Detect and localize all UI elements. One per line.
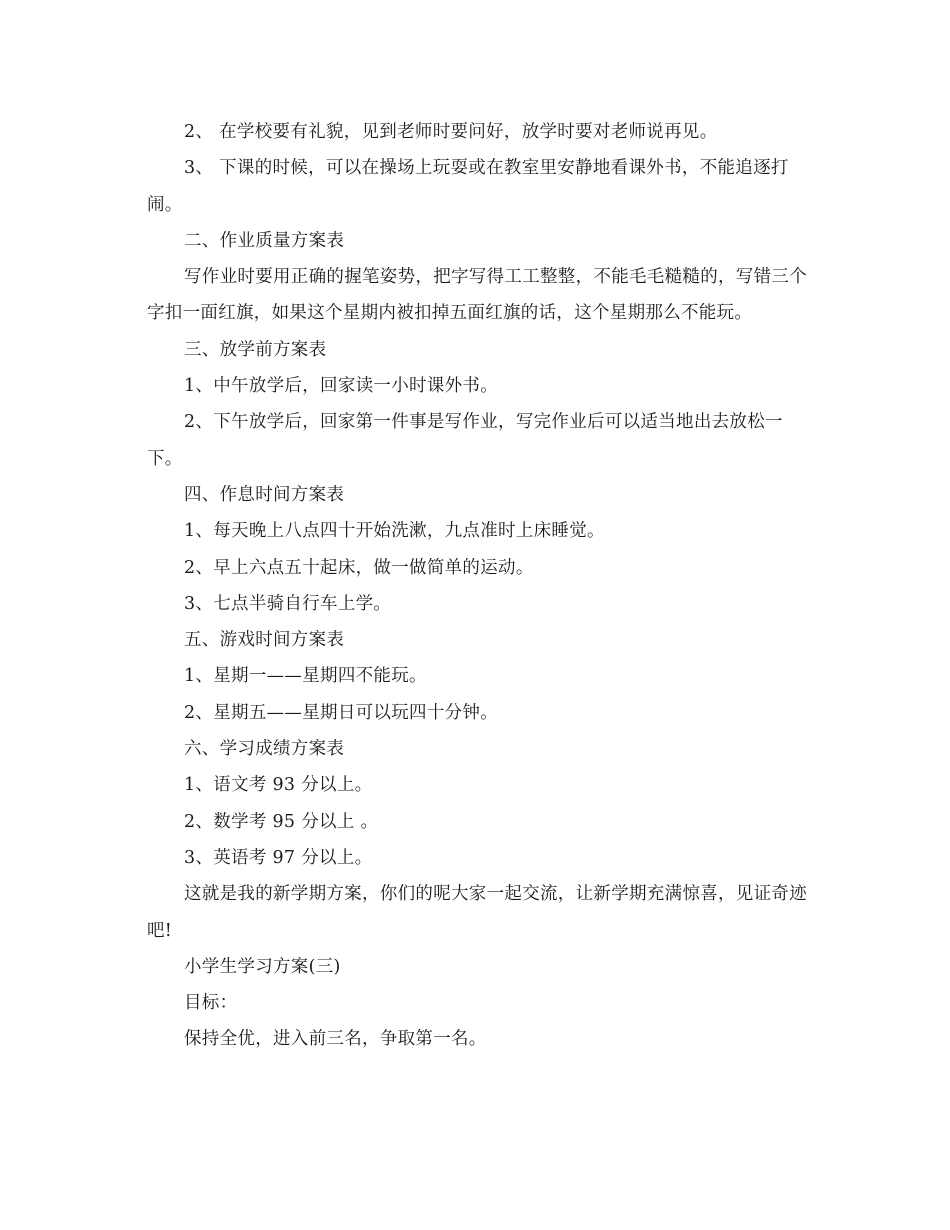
paragraph-weekday-games: 1、星期一——星期四不能玩。 xyxy=(184,666,427,687)
section-heading-grades: 六、学习成绩方案表 xyxy=(184,739,345,760)
paragraph-goal: 保持全优，进入前三名，争取第一名。 xyxy=(184,1029,487,1050)
paragraph-noon: 1、中午放学后，回家读一小时课外书。 xyxy=(184,376,499,397)
section-title-plan-three: 小学生学习方案(三) xyxy=(184,956,341,977)
section-heading-after-school: 三、放学前方案表 xyxy=(184,339,327,360)
label-goal: 目标： xyxy=(184,993,238,1014)
document-body xyxy=(147,114,807,1058)
paragraph-bedtime: 1、每天晚上八点四十开始洗漱，九点准时上床睡觉。 xyxy=(184,521,605,542)
paragraph-homework: 写作业时要用正确的握笔姿势，把字写得工工整整，不能毛毛糙糙的，写错三个字扣一面红旗，如果这个星期内被扣掉五面红旗的话，这个星期那么不能玩。 xyxy=(147,267,807,324)
paragraph-rule-3: 3、 下课的时候，可以在操场上玩耍或在教室里安静地看课外书，不能追逐打闹。 xyxy=(147,158,789,215)
paragraph-afternoon: 2、下午放学后，回家第一件事是写作业，写完作业后可以适当地出去放松一下。 xyxy=(147,412,783,469)
paragraph-rule-2: 2、 在学校要有礼貌，见到老师时要问好，放学时要对老师说再见。 xyxy=(184,122,718,142)
paragraph-english-score: 3、英语考 97 分以上。 xyxy=(184,847,373,868)
paragraph-weekend-games: 2、星期五——星期日可以玩四十分钟。 xyxy=(184,702,499,723)
paragraph-conclusion: 这就是我的新学期方案，你们的呢大家一起交流，让新学期充满惊喜，见证奇迹吧! xyxy=(147,884,807,941)
paragraph-chinese-score: 1、语文考 93 分以上。 xyxy=(184,775,373,796)
section-heading-games: 五、游戏时间方案表 xyxy=(184,630,345,651)
section-heading-schedule: 四、作息时间方案表 xyxy=(184,484,345,505)
section-heading-homework: 二、作业质量方案表 xyxy=(184,230,345,251)
paragraph-commute: 3、七点半骑自行车上学。 xyxy=(184,593,392,614)
paragraph-math-score: 2、数学考 95 分以上 。 xyxy=(184,811,379,832)
paragraph-wakeup: 2、早上六点五十起床，做一做简单的运动。 xyxy=(184,557,534,578)
